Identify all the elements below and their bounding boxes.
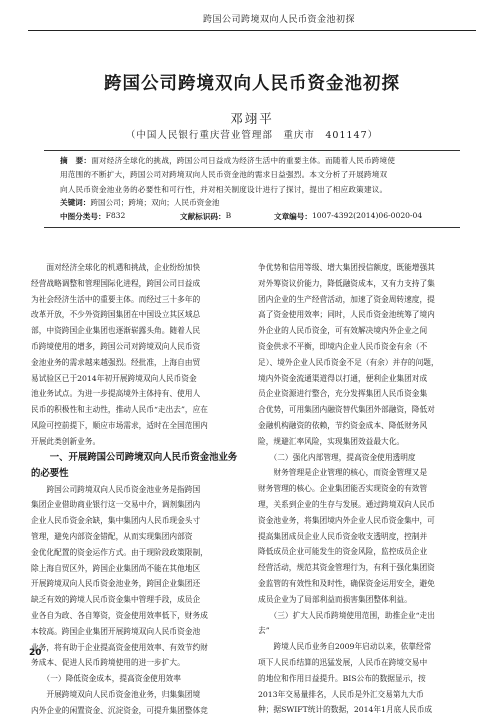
section-heading-line: 一、开展跨国公司跨境双向人民币资金池业务: [31, 451, 238, 463]
body-line: 业各自为政、各自筹资，资金使用效率低下，财务成: [31, 610, 208, 620]
body-line: 种；据SWIFT统计的数据，2014年1月底人民币成: [258, 705, 433, 715]
body-line: 2013年交易量排名，人民币是外汇交易第九大币: [258, 689, 424, 699]
body-line: 民币的积极性和主动性，推动人民币“走出去”，应在: [31, 405, 208, 415]
body-line: 境内外资金流通渠道得以打通，便利企业集团对成: [258, 373, 428, 383]
body-line: 部，中资跨国企业集团也逐渐崭露头角。随着人民: [31, 326, 201, 336]
body-line: 争优势和信用等级、增大集团授信额度，既能增强其: [258, 263, 435, 272]
clc-value: F832: [105, 211, 126, 221]
body-line: 业务，将有助于企业提高资金使用效率、有效节约财: [31, 642, 208, 652]
body-line: 开展跨境双向人民币资金池业务，归集集团境: [31, 689, 201, 699]
body-line: 足）、境外企业人民币资金不足（有余）并存的问题，: [258, 357, 439, 367]
doc-code-value: B: [225, 211, 232, 221]
body-line: 合优势，可用集团内融资替代集团外部融资，降低对: [258, 405, 435, 415]
abstract-line: 摘 要：面对经济全球化的挑战，跨国公司日益成为经济生活中的重要主体。而随着人民币跨境使: [60, 156, 396, 165]
article-no-value: 1007-4392(2014)06-0020-04: [311, 211, 423, 221]
body-line: 金融机构融资的依赖，节约资金成本、降低财务风: [258, 420, 428, 430]
body-line: 员企业资源进行整合，充分发挥集团人民币资金集: [258, 389, 428, 399]
subsection-heading-line: （三）扩大人民币跨境使用范围，助推企业“走出: [258, 610, 435, 620]
body-line: 外企业的人民币资金，可有效解决境内外企业之间: [258, 326, 428, 336]
body-line: 团内企业的生产经营活动，加速了资金周转速度，提: [258, 294, 435, 304]
body-line: 项下人民币结算的迅猛发展，人民币在跨境交易中: [258, 657, 428, 667]
running-head: [28, 8, 476, 31]
body-line: 理，关系到企业的生存与发展。通过跨境双向人民币: [258, 499, 435, 509]
body-line: 企业人民币资金余缺，集中集团内人民币现金头寸: [31, 516, 201, 526]
abstract-line: 用范围的不断扩大，跨国公司对跨境双向人民币资金池的需求日益强烈。本文分析了开展跨境双: [60, 170, 388, 180]
article-no-label: 文章编号：: [274, 212, 312, 222]
body-line: 高了资金使用效率；同时，人民币资金池统筹了境内: [258, 310, 435, 320]
body-line: 的地位和作用日益提升。BIS公布的数据显示，按: [258, 673, 426, 683]
body-line: 币跨境使用的增多，跨国公司对跨境双向人民币资: [31, 341, 201, 351]
running-head-text: 跨国公司跨境双向人民币资金池初探: [203, 15, 356, 25]
keywords-row: [60, 197, 444, 211]
abstract-box: [44, 150, 460, 228]
body-line: 财务管理的核心。企业集团能否实现资金的有效管: [258, 484, 428, 494]
body-line: 金池业务的需求越来越强烈。经批准，上海自由贸: [31, 357, 201, 367]
body-line: 金监管的有效性和及时性，确保资金运用安全，避免: [258, 578, 435, 588]
body-line: 跨国公司跨境双向人民币资金池业务是指跨国: [31, 484, 201, 494]
body-line: 管理，避免内部资金错配，从而实现集团内部资: [31, 531, 193, 541]
body-line: 缺乏有效的跨境人民币资金集中管理手段，成员企: [31, 595, 201, 605]
body-line: 经营活动，规范其资金管理行为，有利于强化集团资: [258, 563, 435, 573]
body-line: 本较高。跨国企业集团开展跨境双向人民币资金池: [31, 626, 201, 636]
body-line: 开展跨境双向人民币资金池业务，跨国企业集团还: [31, 579, 201, 589]
abstract: [60, 154, 444, 197]
body-line: 面对经济全球化的机遇和挑战，企业纷纷加快: [31, 263, 201, 272]
body-line: 内外企业的闲置资金、沉淀资金，可提升集团整体竞: [31, 705, 208, 715]
body-line: 降低成员企业可能发生的资金风险，监控成员企业: [258, 547, 428, 557]
body-line: 开展此类创新业务。: [31, 436, 101, 446]
subsection-heading: （一）降低资金成本，提高资金使用效率: [31, 674, 181, 684]
section-heading: [31, 450, 238, 482]
abstract-line: 向人民币资金池业务的必要性和可行性，并对相关制度设计进行了探讨，提出了相应政策建议。: [60, 184, 388, 194]
affiliation: （中国人民银行重庆营业管理部 重庆市 401147）: [125, 130, 379, 141]
body-line: 险，规避汇率风险，实现集团效益最大化。: [258, 436, 405, 446]
body-line: 风险可控前提下，顺应市场需求，适时在全国范围内: [31, 420, 208, 430]
classification-row: [60, 211, 444, 225]
article-title: 跨国公司跨境双向人民币资金池初探: [104, 74, 400, 94]
doc-code-label: 文献标识码：: [180, 212, 226, 222]
body-line: 集团企业借助商业银行这一交易中介，调剂集团内: [31, 500, 201, 510]
body-line: 成员企业为了局部利益而损害集团整体利益。: [258, 594, 412, 604]
left-column: [31, 260, 238, 719]
body-line: 池业务试点。为进一步提高境外主体持有、使用人: [31, 389, 201, 399]
section-heading-line: 的必要性: [31, 467, 69, 479]
body-line: 对外筹资议价能力，降低融资成本，又有力支持了集: [258, 278, 435, 288]
body-line: 除上海自贸区外，跨国企业集团尚不能在其他地区: [31, 563, 201, 573]
body-line: 资金供求不平衡，即境内企业人民币资金有余（不: [258, 341, 428, 351]
body-line: 经营战略调整和管理国际化进程，跨国公司日益成: [31, 278, 201, 288]
body-line: 为社会经济生活中的重要主体。而经过三十多年的: [31, 294, 201, 304]
body-line: 提高集团成员企业人民币资金收支透明度，控制并: [258, 531, 428, 541]
subsection-heading: （二）强化内部管理，提高资金使用透明度: [258, 452, 416, 462]
body-line: 易试验区已于2014年初开展跨境双向人民币资金: [31, 373, 197, 383]
page-number: 20: [29, 648, 42, 658]
body-line: 金优化配置的资金运作方式。由于现阶段政策限制，: [31, 547, 208, 557]
body-line: 资金池业务，将集团境内外企业人民币资金集中，可: [258, 515, 435, 525]
keywords-label: 关键词：: [60, 198, 91, 208]
body-line: 跨境人民币业务自2009年启动以来，依靠经常: [258, 642, 432, 652]
author: 邓翊平: [230, 111, 274, 126]
clc-label: 中图分类号：: [60, 212, 106, 222]
body-line: 财务管理是企业管理的核心，而资金管理又是: [258, 468, 428, 478]
abstract-label: 摘 要：: [60, 156, 92, 165]
body-line: 改革开放，不少外资跨国集团在中国设立其区域总: [31, 310, 201, 320]
right-column: [258, 260, 472, 718]
body-line: 务成本、促进人民币跨境使用的进一步扩大。: [31, 658, 185, 668]
subsection-heading-line: 去”: [258, 626, 270, 636]
keywords-value: 跨国公司；跨境；双向；人民币资金池: [90, 198, 220, 208]
